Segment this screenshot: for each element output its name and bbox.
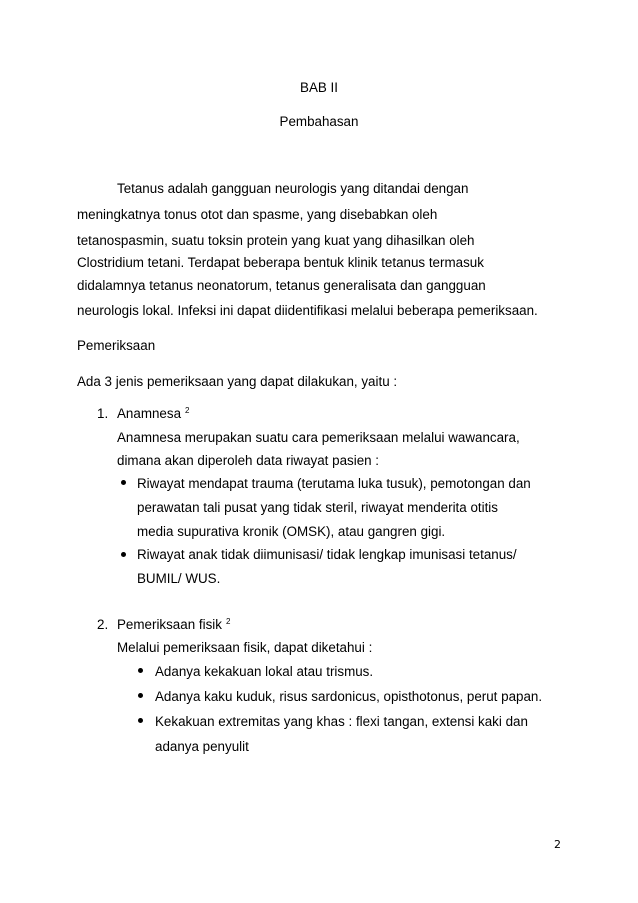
intro-line: tetanospasmin, suatu toksin protein yang kuat yang dihasilkan oleh	[77, 233, 475, 248]
bullet-text-line: Adanya kaku kuduk, risus sardonicus, opisthotonus, perut papan.	[155, 689, 543, 704]
item-description-line: dimana akan diperoleh data riwayat pasien :	[117, 453, 380, 468]
reference-superscript: 2	[185, 406, 190, 415]
intro-line: didalamnya tetanus neonatorum, tetanus generalisata dan gangguan	[77, 278, 486, 293]
section-heading: Pemeriksaan	[77, 338, 156, 353]
bullet-text-line: BUMIL/ WUS.	[137, 571, 221, 586]
bullet-text-line: media supurativa kronik (OMSK), atau gangren gigi.	[137, 524, 446, 539]
bullet-text-line: perawatan tali pusat yang tidak steril, riwayat menderita otitis	[137, 500, 498, 515]
list-item-title	[117, 618, 230, 631]
bullet-text-line: Riwayat anak tidak diimunisasi/ tidak lengkap imunisasi tetanus/	[137, 547, 517, 562]
bullet-text-line: Riwayat mendapat trauma (terutama luka tusuk), pemotongan dan	[137, 476, 531, 491]
item-description-line: Anamnesa merupakan suatu cara pemeriksaan melalui wawancara,	[117, 430, 520, 445]
chapter-heading: BAB II	[300, 80, 338, 95]
bullet-icon	[138, 693, 143, 698]
intro-line: meningkatnya tonus otot dan spasme, yang disebabkan oleh	[77, 207, 438, 222]
intro-line: Clostridium tetani. Terdapat beberapa bentuk klinik tetanus termasuk	[77, 255, 484, 270]
bullet-text-line: Kekakuan extremitas yang khas : flexi tangan, extensi kaki dan	[155, 714, 528, 729]
item-description-line: Melalui pemeriksaan fisik, dapat diketahui :	[117, 640, 373, 655]
page-number: 2	[554, 838, 561, 851]
lead-sentence: Ada 3 jenis pemeriksaan yang dapat dilakukan, yaitu :	[77, 374, 398, 389]
list-number: 2.	[97, 617, 109, 632]
intro-line: neurologis lokal. Infeksi ini dapat diidentifikasi melalui beberapa pemeriksaan.	[77, 303, 538, 318]
bullet-icon	[121, 480, 126, 485]
bullet-icon	[121, 552, 126, 557]
bullet-text-line: Adanya kekakuan lokal atau trismus.	[155, 664, 374, 679]
list-item-title	[117, 407, 189, 420]
page-title: Pembahasan	[279, 114, 359, 129]
item-title-text: Pemeriksaan fisik	[117, 617, 222, 632]
bullet-icon	[138, 668, 143, 673]
intro-line: Tetanus adalah gangguan neurologis yang ditandai dengan	[117, 181, 469, 196]
bullet-icon	[138, 718, 143, 723]
bullet-text-line: adanya penyulit	[155, 739, 249, 754]
reference-superscript: 2	[225, 617, 231, 626]
item-title-text: Anamnesa	[117, 406, 182, 421]
list-number: 1.	[97, 406, 109, 421]
